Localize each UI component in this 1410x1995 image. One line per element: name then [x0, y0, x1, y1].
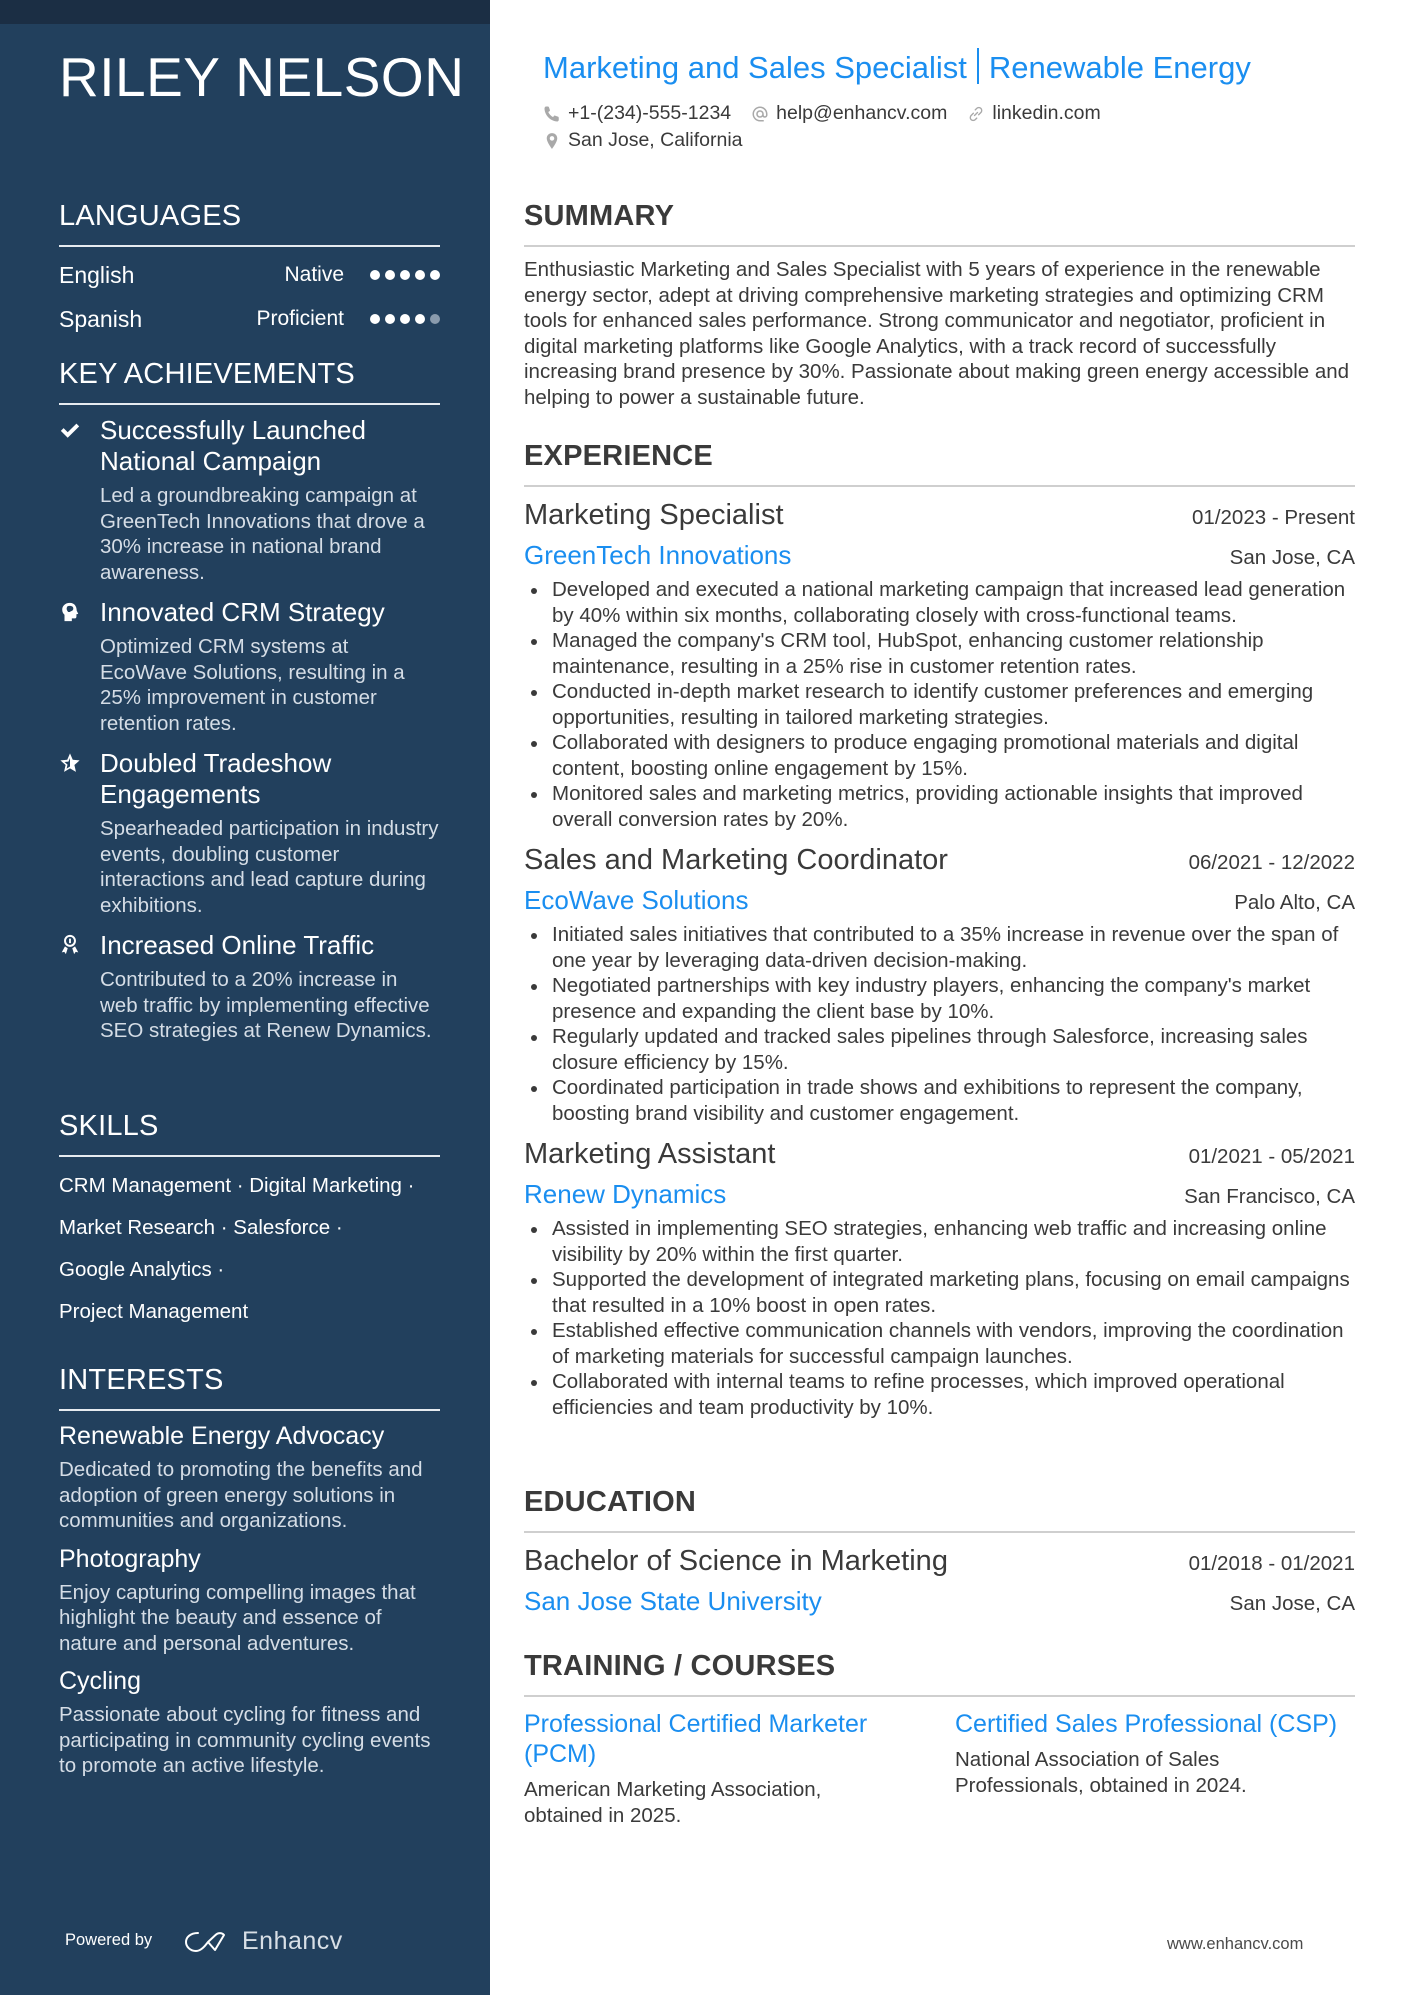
proficiency-dots: [370, 314, 440, 324]
job-bullets: [524, 1216, 1355, 1420]
location-pin-icon: [543, 132, 561, 150]
bullet-item: Initiated sales initiatives that contributed to a 35% increase in revenue over the span of one year by leveraging data-driven decision-making.: [524, 922, 1355, 973]
interest-description: Enjoy capturing compelling images that highlight the beauty and essence of nature and personal adventures.: [59, 1580, 416, 1655]
skills-heading: SKILLS: [59, 1110, 440, 1157]
brain-head-icon: [59, 597, 100, 736]
phone-contact[interactable]: [543, 102, 731, 125]
language-item: [59, 253, 440, 297]
course-description: National Association of Sales Professionals, obtained in 2024.: [955, 1748, 1247, 1797]
job-location: San Jose, CA: [1229, 546, 1355, 569]
languages-section: [59, 200, 440, 341]
enhancv-infinity-icon: [184, 1929, 230, 1955]
job-title: Marketing Assistant: [524, 1138, 776, 1170]
school-name: San Jose State University: [524, 1586, 822, 1616]
location-text: San Jose, California: [568, 129, 743, 151]
education-entry: [524, 1545, 1355, 1617]
interest-item: [59, 1544, 440, 1657]
language-name: English: [59, 261, 135, 288]
job-title: Marketing Specialist: [524, 499, 784, 531]
languages-heading: LANGUAGES: [59, 200, 440, 247]
job-company: Renew Dynamics: [524, 1179, 727, 1209]
dot-filled-icon: [400, 314, 410, 324]
interest-title: Renewable Energy Advocacy: [59, 1422, 385, 1450]
sidebar: [0, 0, 490, 1995]
bullet-item: Regularly updated and tracked sales pipelines through Salesforce, increasing sales closure efficiency by 15%.: [524, 1024, 1355, 1075]
email-text: help@enhancv.com: [776, 102, 948, 124]
location-contact: [543, 129, 743, 152]
experience-section: [524, 440, 1355, 1420]
headline-divider: [977, 48, 979, 84]
achievement-item: [59, 930, 440, 1044]
skill-line: Market Research · Salesforce ·: [59, 1216, 343, 1239]
course-description: American Marketing Association, obtained in 2025.: [524, 1778, 822, 1827]
link-icon: [967, 105, 985, 123]
bullet-item: Supported the development of integrated marketing plans, focusing on email campaigns that resulted in a 10% boost in open rates.: [524, 1267, 1355, 1318]
bullet-item: Developed and executed a national marketing campaign that increased lead generation by 40% within six months, collaborating closely with cross-functional teams.: [524, 577, 1355, 628]
proficiency-dots: [370, 270, 440, 280]
skill-line: Project Management: [59, 1300, 249, 1323]
achievement-description: Contributed to a 20% increase in web traffic by implementing effective SEO strategies at Renew Dynamics.: [100, 968, 432, 1042]
dot-filled-icon: [415, 314, 425, 324]
achievement-title: Innovated CRM Strategy: [100, 597, 385, 627]
interests-section: [59, 1364, 440, 1779]
bullet-item: Conducted in-depth market research to identify customer preferences and emerging opportunities, resulting in tailored marketing strategies.: [524, 679, 1355, 730]
education-section: [524, 1486, 1355, 1617]
skills-section: [59, 1110, 440, 1333]
phone-text: +1-(234)-555-1234: [568, 102, 732, 124]
job-entry: [524, 1138, 1355, 1420]
job-dates: 01/2023 - Present: [1192, 506, 1355, 529]
footer-website-link[interactable]: www.enhancv.com: [1167, 1935, 1304, 1953]
skills-list: [59, 1165, 440, 1333]
interest-item: [59, 1666, 440, 1779]
job-company: GreenTech Innovations: [524, 540, 792, 570]
skill-line: Google Analytics ·: [59, 1258, 225, 1281]
interest-title: Cycling: [59, 1667, 141, 1695]
language-item: [59, 297, 440, 341]
job-dates: 06/2021 - 12/2022: [1188, 851, 1355, 874]
dot-filled-icon: [370, 314, 380, 324]
achievements-section: [59, 358, 440, 1044]
achievement-title: Doubled Tradeshow Engagements: [100, 748, 332, 809]
language-level: Proficient: [256, 307, 344, 330]
dot-filled-icon: [400, 270, 410, 280]
bullet-item: Collaborated with designers to produce engaging promotional materials and digital content, boosting online engagement by 15%.: [524, 730, 1355, 781]
bullet-item: Negotiated partnerships with key industry players, enhancing the company's market presence and expanding the client base by 10%.: [524, 973, 1355, 1024]
dot-filled-icon: [415, 270, 425, 280]
job-bullets: [524, 922, 1355, 1126]
bullet-item: Monitored sales and marketing metrics, providing actionable insights that improved overall conversion rates by 20%.: [524, 781, 1355, 832]
achievement-description: Spearheaded participation in industry events, doubling customer interactions and lead capture during exhibitions.: [100, 817, 439, 917]
job-location: Palo Alto, CA: [1234, 891, 1355, 914]
course-item: [955, 1709, 1355, 1828]
bullet-item: Coordinated participation in trade shows and exhibitions to represent the company, boosting brand visibility and customer engagement.: [524, 1075, 1355, 1126]
education-dates: 01/2018 - 01/2021: [1188, 1552, 1355, 1575]
star-outline-icon: [59, 748, 100, 918]
contact-info: [543, 100, 1121, 154]
achievement-item: [59, 597, 440, 736]
training-section: [524, 1650, 1355, 1828]
education-heading: EDUCATION: [524, 1486, 1355, 1533]
summary-section: [524, 200, 1355, 410]
training-heading: TRAINING / COURSES: [524, 1650, 1355, 1697]
achievement-description: Led a groundbreaking campaign at GreenTech Innovations that drove a 30% increase in national brand awareness.: [100, 484, 425, 584]
bullet-item: Collaborated with internal teams to refine processes, which improved operational efficiencies and team productivity by 10%.: [524, 1369, 1355, 1420]
achievement-title: Increased Online Traffic: [100, 930, 375, 960]
summary-heading: SUMMARY: [524, 200, 1355, 247]
interest-item: [59, 1421, 440, 1534]
interest-title: Photography: [59, 1544, 201, 1573]
job-title: Sales and Marketing Coordinator: [524, 844, 948, 876]
interests-heading: INTERESTS: [59, 1364, 440, 1411]
course-title: Certified Sales Professional (CSP): [955, 1710, 1338, 1738]
summary-text: Enthusiastic Marketing and Sales Specialist with 5 years of experience in the renewable energy sector, adept at driving comprehensive marketing strategies and optimizing CRM tools for enhanced sales performance. Strong communicator and negotiator, proficient in digital marketing platforms like Google Analytics, with a track record of successfully increasing brand presence by 30%. Passionate about making green energy accessible and helping to power a sustainable future.: [524, 258, 1350, 409]
job-dates: 01/2021 - 05/2021: [1188, 1145, 1355, 1168]
bullet-item: Assisted in implementing SEO strategies, enhancing web traffic and increasing online visibility by 20% within the first quarter.: [524, 1216, 1355, 1267]
bullet-item: Managed the company's CRM tool, HubSpot, enhancing customer relationship maintenance, resulting in a 25% rise in customer retention rates.: [524, 628, 1355, 679]
phone-icon: [543, 105, 561, 123]
sidebar-top-band: [0, 0, 490, 24]
dot-filled-icon: [385, 314, 395, 324]
language-name: Spanish: [59, 305, 143, 332]
course-title: Professional Certified Marketer (PCM): [524, 1710, 868, 1768]
award-ribbon-icon: [59, 930, 100, 1044]
enhancv-brand: Enhancv: [242, 1927, 343, 1955]
job-bullets: [524, 577, 1355, 832]
linkedin-text: linkedin.com: [992, 102, 1101, 124]
achievement-item: [59, 415, 440, 585]
achievement-description: Optimized CRM systems at EcoWave Solutions, resulting in a 25% improvement in customer retention rates.: [100, 635, 405, 735]
dot-filled-icon: [430, 270, 440, 280]
skill-line: CRM Management · Digital Marketing ·: [59, 1174, 415, 1197]
achievement-item: [59, 748, 440, 918]
job-location: San Francisco, CA: [1184, 1185, 1355, 1208]
course-item: [524, 1709, 955, 1828]
dot-filled-icon: [385, 270, 395, 280]
degree: Bachelor of Science in Marketing: [524, 1545, 948, 1577]
language-level: Native: [284, 263, 344, 286]
bullet-item: Established effective communication channels with vendors, improving the coordination of marketing materials for successful campaign launches.: [524, 1318, 1355, 1369]
job-entry: [524, 499, 1355, 832]
job-entry: [524, 844, 1355, 1126]
experience-heading: EXPERIENCE: [524, 440, 1355, 487]
interest-description: Passionate about cycling for fitness and participating in community cycling events to promote an active lifestyle.: [59, 1703, 431, 1777]
achievements-heading: KEY ACHIEVEMENTS: [59, 358, 440, 405]
job-company: EcoWave Solutions: [524, 885, 749, 915]
headline-field: Renewable Energy: [988, 50, 1251, 85]
achievement-title: Successfully Launched National Campaign: [100, 415, 366, 476]
enhancv-logo[interactable]: [184, 1927, 343, 1956]
headline: [543, 48, 1251, 86]
interest-description: Dedicated to promoting the benefits and adoption of green energy solutions in communities and organizations.: [59, 1458, 423, 1532]
candidate-name: RILEY NELSON: [59, 46, 465, 108]
email-contact[interactable]: [751, 102, 947, 125]
dot-empty-icon: [430, 314, 440, 324]
headline-role: Marketing and Sales Specialist: [543, 50, 967, 85]
at-sign-icon: [751, 105, 769, 123]
checkmark-icon: [59, 415, 100, 585]
linkedin-contact[interactable]: [967, 102, 1100, 125]
school-location: San Jose, CA: [1229, 1592, 1355, 1615]
powered-by-label: Powered by: [65, 1931, 153, 1949]
dot-filled-icon: [370, 270, 380, 280]
